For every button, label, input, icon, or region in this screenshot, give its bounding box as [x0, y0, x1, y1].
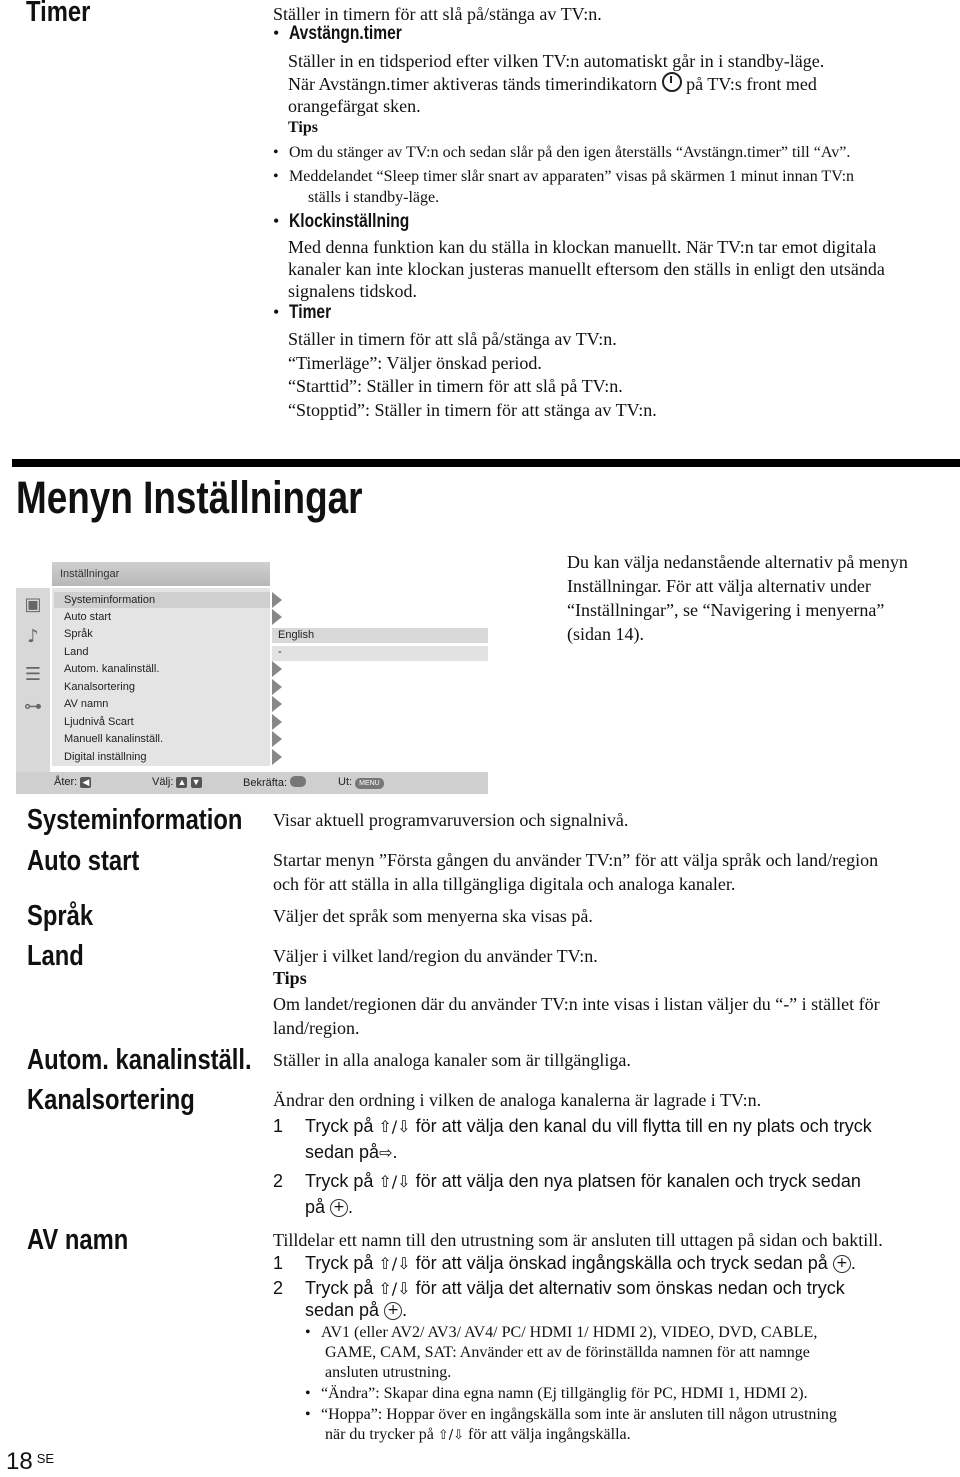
menu-item-land[interactable]: Land: [64, 646, 89, 658]
tip1-text: Om du stänger av TV:n och sedan slår på den igen återställs “Avstängn.timer” till “Av”.: [289, 144, 851, 161]
footer-back: Åter: ◀: [54, 776, 91, 788]
chevron-right-icon: [272, 714, 282, 730]
avnamn-bullet1-l2: GAME, CAM, SAT: Använder ett av de förinställda namnen för att namnge: [325, 1344, 810, 1361]
settings-icon: ⊶: [24, 696, 42, 717]
value-dash-bg: [272, 646, 488, 661]
avnamn-step2-cont: sedan på + .: [305, 1300, 408, 1320]
menu-item-avnamn[interactable]: AV namn: [64, 698, 109, 710]
land-tips-label: Tips: [273, 968, 307, 988]
chevron-right-icon: [272, 679, 282, 695]
label-avnamn: AV namn: [27, 1224, 129, 1256]
timer-intro: Ställer in timern för att slå på/stänga av TV:n.: [273, 4, 602, 24]
avnamn-step1-num: 1: [273, 1253, 284, 1273]
label-sprak: Språk: [27, 900, 94, 932]
tv-menu: [16, 562, 488, 794]
avstangn-text3: orangefärgat sken.: [288, 96, 421, 116]
intro-line3: “Inställningar”, se “Navigering i menyerna”: [567, 600, 885, 620]
text-systeminfo: Visar aktuell programvaruversion och signalnivå.: [273, 810, 629, 830]
avstangn-tips-label: Tips: [288, 119, 318, 136]
klock-title: Klockinställning: [289, 211, 410, 232]
timer-line2: “Timerläge”: Väljer önskad period.: [288, 353, 542, 373]
back-arrow-icon: ◀: [80, 777, 91, 788]
kanal-step1: Tryck på ⇧/⇩ för att välja den kanal du vill flytta till en ny plats och tryck: [305, 1116, 872, 1136]
menu-item-kanalsortering[interactable]: Kanalsortering: [64, 681, 135, 693]
up-down-arrow-icon: ⇧/⇩: [378, 1172, 411, 1191]
land-tip-1: Om landet/regionen där du använder TV:n inte visas i listan väljer du “-” i stället för: [273, 994, 880, 1014]
down-arrow-icon: ▼: [191, 777, 201, 787]
chevron-right-icon: [272, 592, 282, 608]
avstangn-text1: Ställer in en tidsperiod efter vilken TV:n automatiskt går in i standby-läge.: [288, 51, 825, 71]
bullet: •: [273, 211, 280, 231]
bullet: •: [273, 23, 280, 43]
klock-line2: kanaler kan inte klockan justeras manuellt eftersom den ställs in enligt den utsända: [288, 259, 885, 279]
features-icon: ☰: [24, 664, 42, 685]
confirm-icon: +: [833, 1255, 851, 1273]
avstangn-tip2b: ställs i standby-läge.: [308, 189, 440, 206]
right-arrow-icon: ⇨: [379, 1143, 393, 1162]
text-kanal: Ändrar den ordning i vilken de analoga kanalerna är lagrade i TV:n.: [273, 1090, 762, 1110]
tip2-text: Meddelandet “Sleep timer slår snart av apparaten” visas på skärmen 1 minut innan TV:n: [289, 168, 855, 185]
confirm-icon: +: [330, 1199, 348, 1217]
avnamn-bullet1-l3: ansluten utrustning.: [325, 1364, 452, 1381]
chevron-right-icon: [272, 696, 282, 712]
text-autostart-1: Startar menyn ”Första gången du använder TV:n” för att välja språk och land/region: [273, 850, 879, 870]
text-autostart-2: och för att ställa in alla tillgängliga digitala och analoga kanaler.: [273, 874, 736, 894]
menu-item-manuell[interactable]: Manuell kanalinställ.: [64, 733, 164, 745]
avnamn-step2: Tryck på ⇧/⇩ för att välja det alternativ som önskas nedan och tryck: [305, 1278, 845, 1298]
label-systeminfo: Systeminformation: [27, 804, 243, 836]
kanal-step1-num: 1: [273, 1116, 284, 1136]
menu-item-digital[interactable]: Digital inställning: [64, 751, 147, 763]
menu-item-autom[interactable]: Autom. kanalinställ.: [64, 663, 160, 675]
menu-item-autostart[interactable]: Auto start: [64, 611, 112, 623]
label-autostart: Auto start: [27, 845, 140, 877]
label-kanal: Kanalsortering: [27, 1084, 195, 1116]
avnamn-bullet3: • “Hoppa”: Hoppar över en ingångskälla som inte är ansluten till någon utrustning: [305, 1406, 837, 1423]
avnamn-bullet3-l2: när du trycker på ⇧/⇩ för att välja ingångskälla.: [325, 1426, 631, 1443]
kanal-step2-cont: på + .: [305, 1197, 354, 1217]
chevron-right-icon: [272, 749, 282, 765]
avstangn-text2: [288, 72, 817, 96]
text-sprak: Väljer det språk som menyerna ska visas på.: [273, 906, 593, 926]
confirm-button-icon: [290, 776, 306, 787]
kanal-step1-cont: sedan på⇨.: [305, 1142, 398, 1162]
up-down-arrow-icon: ⇧/⇩: [437, 1428, 465, 1443]
timer-line4: “Stopptid”: Ställer in timern för att stänga av TV:n.: [288, 400, 657, 420]
timer-line3: “Starttid”: Ställer in timern för att slå på TV:n.: [288, 376, 623, 396]
avstangn-text2a: När Avstängn.timer aktiveras tänds timerindikatorn: [288, 74, 658, 94]
avnamn-step1: Tryck på ⇧/⇩ för att välja önskad ingångskälla och tryck sedan på + .: [305, 1253, 856, 1273]
sound-icon: ♪: [27, 626, 39, 647]
chevron-right-icon: [272, 609, 282, 625]
avstangn-title: Avstängn.timer: [289, 23, 402, 44]
chevron-right-icon: [272, 661, 282, 677]
footer-confirm: Bekräfta:: [243, 776, 306, 789]
avnamn-bullet2: • “Ändra”: Skapar dina egna namn (Ej tillgänglig för PC, HDMI 1, HDMI 2).: [305, 1385, 808, 1402]
text-avnamn: Tilldelar ett namn till den utrustning som är ansluten till uttagen på sidan och baktill.: [273, 1230, 883, 1250]
timer-sub-title: Timer: [289, 302, 332, 323]
land-tip-2: land/region.: [273, 1018, 360, 1038]
klock-line1: Med denna funktion kan du ställa in klockan manuellt. När TV:n tar emot digitala: [288, 237, 877, 257]
footer-select: Välj: ▲ ▼: [152, 776, 201, 788]
chevron-right-icon: [272, 731, 282, 747]
menu-header-label: Inställningar: [60, 568, 120, 580]
avstangn-tip1: • Om du stänger av TV:n och sedan slår på den igen återställs “Avstängn.timer” till “Av”.: [273, 144, 851, 161]
up-arrow-icon: ▲: [177, 777, 187, 787]
avstangn-tip2: • Meddelandet “Sleep timer slår snart av apparaten” visas på skärmen 1 minut innan TV:n: [273, 168, 855, 185]
menu-item-sprak[interactable]: Språk: [64, 628, 93, 640]
label-autom: Autom. kanalinställ.: [27, 1044, 252, 1076]
intro-line4: (sidan 14).: [567, 624, 644, 644]
klock-line3: signalens tidskod.: [288, 281, 417, 301]
up-down-arrow-icon: ⇧/⇩: [378, 1117, 411, 1136]
text-autom: Ställer in alla analoga kanaler som är tillgängliga.: [273, 1050, 631, 1070]
confirm-icon: +: [384, 1302, 402, 1320]
footer-exit: Ut: MENU: [338, 776, 384, 789]
section-title: Menyn Inställningar: [16, 472, 363, 523]
avstangn-text2b: på TV:s front med: [686, 74, 817, 94]
page-number: 18 $^{SE}$: [6, 1448, 55, 1475]
kanal-step2-num: 2: [273, 1171, 284, 1191]
avnamn-bullet1: • AV1 (eller AV2/ AV3/ AV4/ PC/ HDMI 1/ HDMI 2), VIDEO, DVD, CABLE,: [305, 1324, 818, 1341]
text-land: Väljer i vilket land/region du använder TV:n.: [273, 946, 598, 966]
menu-item-systeminfo[interactable]: Systeminformation: [54, 592, 270, 608]
page-lang: SE: [36, 1451, 55, 1466]
kanal-step2: Tryck på ⇧/⇩ för att välja den nya platsen för kanalen och tryck sedan: [305, 1171, 861, 1191]
bullet: •: [273, 302, 280, 322]
picture-icon: ▣: [24, 594, 42, 615]
intro-line1: Du kan välja nedanstående alternativ på menyn: [567, 552, 908, 572]
avnamn-step2-num: 2: [273, 1278, 284, 1298]
menu-key-icon: MENU: [355, 778, 384, 789]
label-land: Land: [27, 940, 84, 972]
value-dash[interactable]: -: [278, 646, 282, 658]
section-rule: [12, 459, 960, 467]
timer-heading: Timer: [26, 0, 91, 28]
intro-line2: Inställningar. För att välja alternativ under: [567, 576, 871, 596]
value-english[interactable]: English: [278, 629, 315, 641]
timer-indicator-icon: [662, 72, 682, 92]
up-down-arrow-icon: ⇧/⇩: [378, 1254, 411, 1273]
timer-line1: Ställer in timern för att slå på/stänga av TV:n.: [288, 329, 617, 349]
up-down-arrow-icon: ⇧/⇩: [378, 1279, 411, 1298]
menu-item-ljudniva[interactable]: Ljudnivå Scart: [64, 716, 134, 728]
